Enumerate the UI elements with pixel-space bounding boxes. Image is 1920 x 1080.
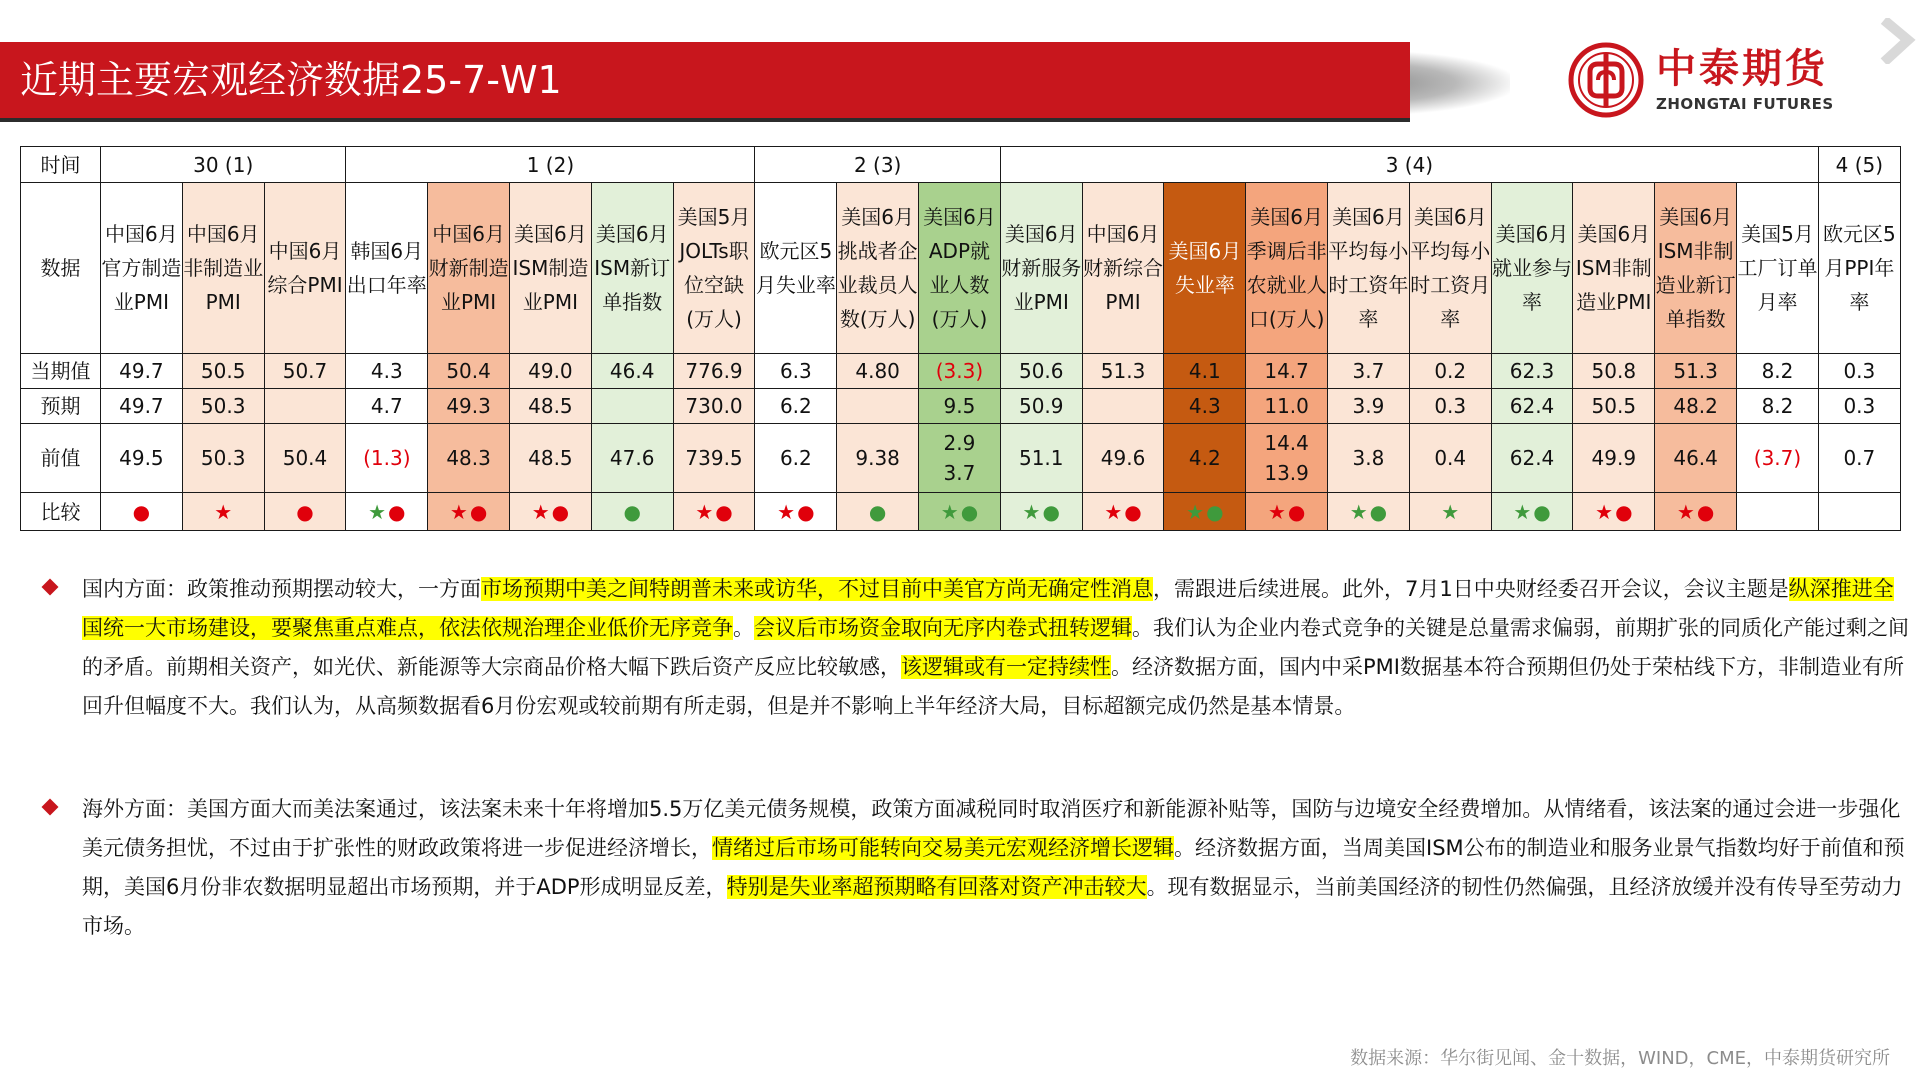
red-star-icon: ★ xyxy=(531,499,550,524)
forecast-value-cell: 50.9 xyxy=(1000,389,1082,424)
actual-value-cell: 50.6 xyxy=(1000,354,1082,389)
previous-value-cell: 49.6 xyxy=(1082,424,1164,493)
row-label-compare: 比较 xyxy=(21,493,101,531)
red-star-icon: ★ xyxy=(1676,499,1695,524)
forecast-value-cell: 730.0 xyxy=(673,389,755,424)
actual-value-cell: 4.3 xyxy=(346,354,428,389)
highlighted-text: 情绪过后市场可能转向交易美元宏观经济增长逻辑 xyxy=(712,836,1174,860)
actual-value-cell: 4.1 xyxy=(1164,354,1246,389)
indicator-name-cell: 欧元区5月PPI年率 xyxy=(1818,183,1900,354)
actual-value-cell: 3.7 xyxy=(1328,354,1410,389)
overseas-commentary xyxy=(44,790,1910,946)
green-dot-icon: ● xyxy=(623,499,641,524)
green-dot-icon: ● xyxy=(1042,499,1060,524)
green-dot-icon: ● xyxy=(1533,499,1551,524)
indicator-name-cell: 美国6月ISM非制造业PMI xyxy=(1573,183,1655,354)
red-star-icon: ★ xyxy=(1104,499,1123,524)
red-dot-icon: ● xyxy=(1696,499,1715,524)
previous-value-cell: 46.4 xyxy=(1655,424,1737,493)
actual-value-cell: 4.80 xyxy=(837,354,919,389)
green-dot-icon: ● xyxy=(960,499,979,524)
green-star-icon: ★ xyxy=(1513,499,1532,524)
red-dot-icon: ● xyxy=(1615,499,1633,524)
forecast-value-cell: 11.0 xyxy=(1246,389,1328,424)
compare-cell xyxy=(1573,493,1655,531)
red-dot-icon: ● xyxy=(797,499,815,524)
compare-cell xyxy=(1491,493,1573,531)
red-star-icon: ★ xyxy=(1267,499,1286,524)
previous-value-cell: 6.2 xyxy=(755,424,837,493)
compare-cell xyxy=(673,493,755,531)
data-source-note: 数据来源：华尔街见闻、金十数据，WIND，CME，中泰期货研究所 xyxy=(1350,1048,1890,1069)
commentary-text: 。现有数据显示，当前美国经济的韧性仍然偏强，且经济放缓并没有传导至劳动力市场。 xyxy=(82,875,1903,938)
highlighted-text: 纵深推进全国统一大市场建设，要聚焦重点难点，依法依规治理企业低价无序竞争 xyxy=(82,577,1894,640)
previous-value-cell: 48.3 xyxy=(428,424,510,493)
forecast-value-cell: 62.4 xyxy=(1491,389,1573,424)
indicator-name-cell: 美国6月挑战者企业裁员人数(万人) xyxy=(837,183,919,354)
green-dot-icon: ● xyxy=(1206,499,1224,524)
red-dot-icon: ● xyxy=(132,499,151,524)
actual-value-cell: 49.7 xyxy=(101,354,183,389)
previous-value-cell: 3.8 xyxy=(1328,424,1410,493)
red-dot-icon: ● xyxy=(388,499,406,524)
red-star-icon: ★ xyxy=(449,499,468,524)
compare-cell xyxy=(1082,493,1164,531)
actual-value-cell: 46.4 xyxy=(591,354,673,389)
actual-value-cell: 8.2 xyxy=(1737,354,1819,389)
compare-cell xyxy=(264,493,346,531)
compare-cell xyxy=(591,493,673,531)
commentary-text: ，需跟进后续进展。此外，7月1日中央财经委召开会议，会议主题是 xyxy=(1153,577,1789,601)
forecast-value-cell: 4.7 xyxy=(346,389,428,424)
actual-value-cell: (3.3) xyxy=(919,354,1001,389)
previous-value-cell: 50.3 xyxy=(182,424,264,493)
indicator-header-row xyxy=(21,183,1901,354)
actual-value-cell: 14.7 xyxy=(1246,354,1328,389)
previous-value-cell: (1.3) xyxy=(346,424,428,493)
time-label: 时间 xyxy=(21,147,101,183)
commentary-text: 。我们认为企业内卷式竞争的关键是总量需求偏弱，前期扩张的同质化产能过剩之间的矛盾。前期相关资产，如光伏、新能源等大宗商品价格大幅下跌后资产反应比较敏感， xyxy=(82,616,1909,679)
logo-chinese-name: 中泰期货 xyxy=(1656,46,1828,92)
compare-cell xyxy=(1818,493,1900,531)
previous-value-cell: 4.2 xyxy=(1164,424,1246,493)
compare-cell xyxy=(1409,493,1491,531)
domestic-commentary-text xyxy=(82,570,1910,726)
red-dot-icon: ● xyxy=(296,499,314,524)
highlighted-text: 特别是失业率超预期略有回落对资产冲击较大 xyxy=(726,875,1147,899)
compare-cell xyxy=(346,493,428,531)
indicator-name-cell: 美国6月失业率 xyxy=(1164,183,1246,354)
green-star-icon: ★ xyxy=(940,499,959,524)
compare-cell xyxy=(101,493,183,531)
previous-value-cell: 739.5 xyxy=(673,424,755,493)
actual-value-cell: 776.9 xyxy=(673,354,755,389)
forecast-value-cell: 3.9 xyxy=(1328,389,1410,424)
forecast-value-cell: 50.5 xyxy=(1573,389,1655,424)
indicator-name-cell: 美国6月ISM非制造业新订单指数 xyxy=(1655,183,1737,354)
highlighted-text: 该逻辑或有一定持续性 xyxy=(901,655,1111,679)
forecast-value-cell: 0.3 xyxy=(1818,389,1900,424)
compare-cell xyxy=(837,493,919,531)
overseas-commentary-text xyxy=(82,790,1910,946)
red-dot-icon: ● xyxy=(551,499,570,524)
previous-value-cell: 0.7 xyxy=(1818,424,1900,493)
previous-value-cell: 47.6 xyxy=(591,424,673,493)
green-dot-icon: ● xyxy=(1369,499,1388,524)
date-cell: 2 (3) xyxy=(755,147,1000,183)
previous-value-cell: 48.5 xyxy=(510,424,592,493)
compare-cell xyxy=(1737,493,1819,531)
compare-cell xyxy=(182,493,264,531)
actual-row xyxy=(21,354,1901,389)
previous-value-cell: 62.4 xyxy=(1491,424,1573,493)
actual-value-cell: 51.3 xyxy=(1082,354,1164,389)
red-dot-icon: ● xyxy=(469,499,488,524)
domestic-commentary xyxy=(44,570,1910,726)
green-star-icon: ★ xyxy=(1349,499,1368,524)
forecast-value-cell: 49.7 xyxy=(101,389,183,424)
indicator-name-cell: 美国6月ADP就业人数(万人) xyxy=(919,183,1001,354)
commentary-text: 海外方面：美国方面大而美法案通过，该法案未来十年将增加5.5万亿美元债务规模，政策方面减税同时取消医疗和新能源补贴等，国防与边境安全经费增加。从情绪看，该法案的通过会进一步强化美元债务担忧，不过由于扩张性的财政政策将进一步促进经济增长， xyxy=(82,797,1901,860)
date-cell: 3 (4) xyxy=(1000,147,1818,183)
date-cell: 1 (2) xyxy=(346,147,755,183)
red-dot-icon: ● xyxy=(1287,499,1306,524)
previous-value-cell: 2.9 3.7 xyxy=(919,424,1001,493)
actual-value-cell: 6.3 xyxy=(755,354,837,389)
green-dot-icon: ● xyxy=(868,499,887,524)
actual-value-cell: 51.3 xyxy=(1655,354,1737,389)
previous-value-cell: 14.4 13.9 xyxy=(1246,424,1328,493)
forecast-value-cell: 48.2 xyxy=(1655,389,1737,424)
indicator-name-cell: 中国6月综合PMI xyxy=(264,183,346,354)
indicator-name-cell: 韩国6月出口年率 xyxy=(346,183,428,354)
compare-cell xyxy=(919,493,1001,531)
green-star-icon: ★ xyxy=(368,499,387,524)
actual-value-cell: 62.3 xyxy=(1491,354,1573,389)
compare-cell xyxy=(510,493,592,531)
commentary-text: 国内方面：政策推动预期摆动较大，一方面 xyxy=(82,577,481,601)
indicator-name-cell: 美国6月季调后非农就业人口(万人) xyxy=(1246,183,1328,354)
red-dot-icon: ● xyxy=(1124,499,1142,524)
red-star-icon: ★ xyxy=(214,499,233,524)
green-star-icon: ★ xyxy=(1441,499,1460,524)
compare-cell xyxy=(755,493,837,531)
page-title: 近期主要宏观经济数据25-7-W1 xyxy=(20,58,562,102)
previous-value-cell: 51.1 xyxy=(1000,424,1082,493)
forecast-value-cell: 0.3 xyxy=(1409,389,1491,424)
indicator-name-cell: 美国6月ISM新订单指数 xyxy=(591,183,673,354)
indicator-name-cell: 美国5月JOLTs职位空缺(万人) xyxy=(673,183,755,354)
green-star-icon: ★ xyxy=(1186,499,1205,524)
date-cell: 4 (5) xyxy=(1818,147,1900,183)
row-label-header: 数据 xyxy=(21,183,101,354)
indicator-name-cell: 中国6月官方制造业PMI xyxy=(101,183,183,354)
logo-english-name: ZHONGTAI FUTURES xyxy=(1656,95,1834,113)
previous-value-cell: (3.7) xyxy=(1737,424,1819,493)
company-logo xyxy=(1568,42,1898,122)
actual-value-cell: 50.8 xyxy=(1573,354,1655,389)
forecast-value-cell: 48.5 xyxy=(510,389,592,424)
highlighted-text: 市场预期中美之间特朗普未来或访华，不过目前中美官方尚无确定性消息 xyxy=(481,577,1153,601)
forecast-value-cell: 50.3 xyxy=(182,389,264,424)
commentary-text: 。经济数据方面，国内中采PMI数据基本符合预期但仍处于荣枯线下方，非制造业有所回升但幅度不大。我们认为，从高频数据看6月份宏观或较前期有所走弱，但是并不影响上半年经济大局，目标超额完成仍然是基本情景。 xyxy=(82,655,1904,718)
time-row xyxy=(21,147,1901,183)
indicator-name-cell: 美国5月工厂订单月率 xyxy=(1737,183,1819,354)
forecast-value-cell xyxy=(264,389,346,424)
previous-value-cell: 49.5 xyxy=(101,424,183,493)
actual-value-cell: 50.5 xyxy=(182,354,264,389)
indicator-name-cell: 美国6月ISM制造业PMI xyxy=(510,183,592,354)
actual-value-cell: 0.3 xyxy=(1818,354,1900,389)
indicator-name-cell: 美国6月财新服务业PMI xyxy=(1000,183,1082,354)
red-star-icon: ★ xyxy=(777,499,796,524)
forecast-value-cell: 4.3 xyxy=(1164,389,1246,424)
compare-cell xyxy=(1164,493,1246,531)
compare-cell xyxy=(1655,493,1737,531)
row-label-actual: 当期值 xyxy=(21,354,101,389)
forecast-value-cell: 49.3 xyxy=(428,389,510,424)
indicator-name-cell: 美国6月就业参与率 xyxy=(1491,183,1573,354)
previous-value-cell: 0.4 xyxy=(1409,424,1491,493)
actual-value-cell: 50.4 xyxy=(428,354,510,389)
row-label-previous: 前值 xyxy=(21,424,101,493)
actual-value-cell: 49.0 xyxy=(510,354,592,389)
compare-cell xyxy=(1328,493,1410,531)
indicator-name-cell: 美国6月平均每小时工资年率 xyxy=(1328,183,1410,354)
forecast-value-cell xyxy=(837,389,919,424)
previous-value-cell: 9.38 xyxy=(837,424,919,493)
forecast-value-cell xyxy=(591,389,673,424)
forecast-value-cell xyxy=(1082,389,1164,424)
diamond-bullet-icon xyxy=(42,799,59,816)
actual-value-cell: 0.2 xyxy=(1409,354,1491,389)
compare-row xyxy=(21,493,1901,531)
forecast-value-cell: 6.2 xyxy=(755,389,837,424)
commentary-text: 。经济数据方面，当周美国ISM公布的制造业和服务业景气指数均好于前值和预期，美国6月份非农数据明显超出市场预期，并于ADP形成明显反差， xyxy=(82,836,1905,899)
diamond-bullet-icon xyxy=(42,579,59,596)
forecast-row xyxy=(21,389,1901,424)
red-star-icon: ★ xyxy=(1595,499,1614,524)
macro-data-table xyxy=(20,146,1901,531)
highlighted-text: 会议后市场资金取向无序内卷式扭转逻辑 xyxy=(754,616,1132,640)
indicator-name-cell: 中国6月非制造业PMI xyxy=(182,183,264,354)
date-cell: 30 (1) xyxy=(101,147,346,183)
red-dot-icon: ● xyxy=(715,499,733,524)
compare-cell xyxy=(1000,493,1082,531)
row-label-forecast: 预期 xyxy=(21,389,101,424)
previous-value-cell: 50.4 xyxy=(264,424,346,493)
indicator-name-cell: 美国6月平均每小时工资月率 xyxy=(1409,183,1491,354)
indicator-name-cell: 欧元区5月失业率 xyxy=(755,183,837,354)
previous-value-cell: 49.9 xyxy=(1573,424,1655,493)
red-star-icon: ★ xyxy=(695,499,714,524)
forecast-value-cell: 9.5 xyxy=(919,389,1001,424)
commentary-text: 。 xyxy=(733,616,754,640)
indicator-name-cell: 中国6月财新制造业PMI xyxy=(428,183,510,354)
previous-row xyxy=(21,424,1901,493)
zhongtai-logo-icon xyxy=(1568,42,1644,118)
forecast-value-cell: 8.2 xyxy=(1737,389,1819,424)
green-star-icon: ★ xyxy=(1022,499,1041,524)
actual-value-cell: 50.7 xyxy=(264,354,346,389)
compare-cell xyxy=(1246,493,1328,531)
compare-cell xyxy=(428,493,510,531)
indicator-name-cell: 中国6月财新综合PMI xyxy=(1082,183,1164,354)
